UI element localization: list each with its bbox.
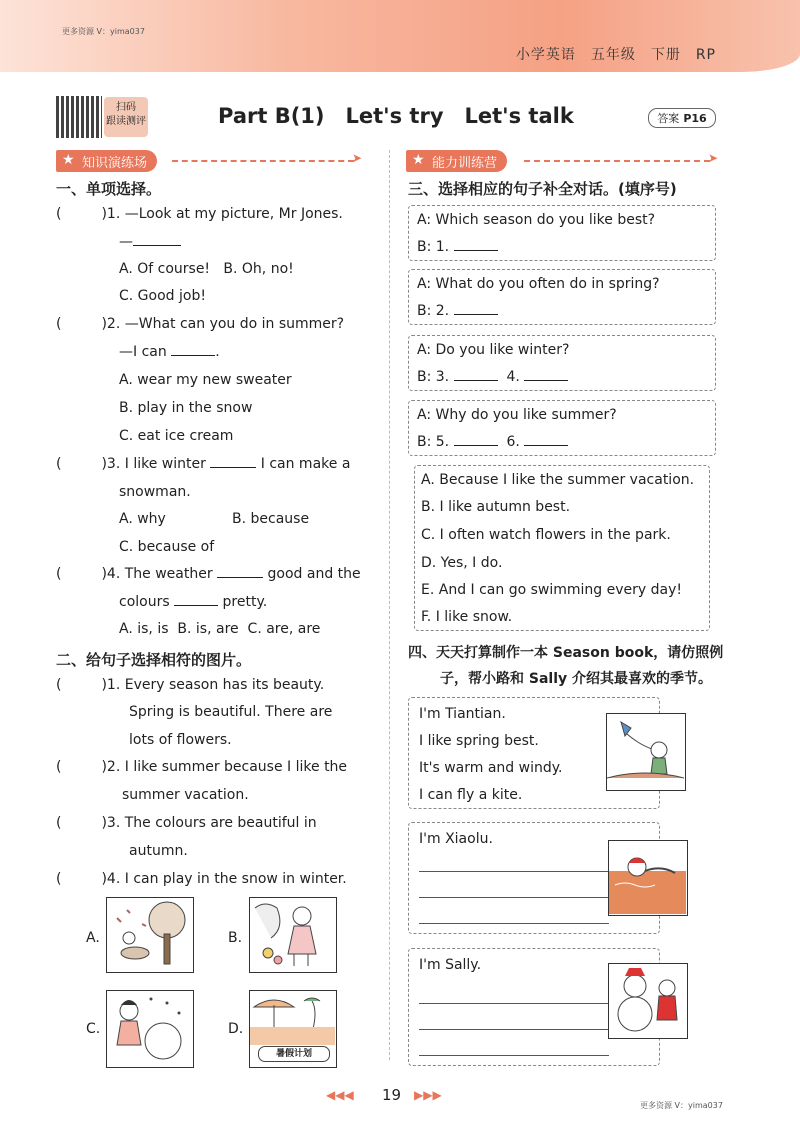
answer-number: B: 1. bbox=[417, 239, 450, 255]
example-line: I can fly a kite. bbox=[419, 787, 523, 803]
part4-title: 四、天天打算制作一本 Season book，请仿照例 bbox=[408, 645, 724, 661]
question-1-text: )1. —Look at my picture, Mr Jones. bbox=[101, 206, 343, 222]
option: C. because of bbox=[119, 539, 215, 555]
dialog-box-2 bbox=[408, 269, 716, 325]
option: B. play in the snow bbox=[119, 400, 253, 416]
answer-blank[interactable] bbox=[454, 314, 498, 315]
scan-label[interactable] bbox=[104, 97, 148, 137]
q1-reply bbox=[119, 234, 181, 250]
answer-blank[interactable] bbox=[210, 467, 256, 468]
next-arrows-icon: ▶▶▶ bbox=[414, 1088, 442, 1102]
option: B. is, are bbox=[177, 621, 239, 637]
sentence-text: )2. I like summer because I like the bbox=[101, 759, 348, 775]
swimmer-icon bbox=[609, 841, 686, 914]
answer-number: B: 5. bbox=[417, 434, 450, 450]
picture-d-caption: 暑假计划 bbox=[258, 1046, 330, 1062]
part1-title: 一、单项选择。 bbox=[56, 180, 162, 198]
dash: — bbox=[119, 234, 133, 250]
text: colours bbox=[119, 594, 170, 610]
option: A. is, is bbox=[119, 621, 169, 637]
picture-label-a: A. bbox=[86, 930, 100, 946]
choice-item: F. I like snow. bbox=[421, 609, 513, 625]
section-tag-right-label: 能力训练营 bbox=[432, 155, 498, 171]
part2-title: 二、给句子选择相符的图片。 bbox=[56, 651, 252, 669]
sentence-text: )3. The colours are beautiful in bbox=[101, 815, 317, 831]
answer-blank[interactable] bbox=[171, 355, 215, 356]
q4-options bbox=[119, 621, 320, 637]
picture-label-b: B. bbox=[228, 930, 243, 946]
picture-swimming bbox=[608, 840, 688, 916]
snowman-icon bbox=[609, 964, 686, 1037]
picture-kite bbox=[606, 713, 686, 791]
picture-snowman bbox=[608, 963, 688, 1039]
answer-blank[interactable] bbox=[524, 380, 568, 381]
q2-reply: —I can . bbox=[119, 344, 220, 360]
part3-title: 三、选择相应的句子补全对话。(填序号) bbox=[408, 180, 677, 198]
dialog-box-4 bbox=[408, 400, 716, 456]
dialog-question: A: Why do you like summer? bbox=[417, 407, 617, 423]
reply-text: —I can bbox=[119, 344, 167, 360]
option: C. eat ice cream bbox=[119, 428, 234, 444]
answer-page: P16 bbox=[683, 111, 707, 125]
dialog-answer bbox=[417, 434, 568, 450]
dialog-question: A: What do you often do in spring? bbox=[417, 276, 660, 292]
option: C. Good job! bbox=[119, 288, 206, 304]
dialog-question: A: Which season do you like best? bbox=[417, 212, 656, 228]
answer-paren[interactable]: ( bbox=[56, 815, 62, 831]
answer-blank[interactable] bbox=[524, 445, 568, 446]
question-3-tail: I can make a bbox=[260, 456, 351, 472]
answer-paren[interactable]: ( bbox=[56, 456, 62, 472]
card-heading: I'm Sally. bbox=[419, 957, 482, 973]
question-3-line2: snowman. bbox=[119, 484, 191, 500]
choices-box bbox=[414, 465, 710, 631]
answer-paren[interactable]: ( bbox=[56, 759, 62, 775]
part4-title-line2: 子，帮小路和 Sally 介绍其最喜欢的季节。 bbox=[440, 671, 713, 687]
prev-arrows-icon: ◀◀◀ bbox=[326, 1088, 354, 1102]
answer-blank[interactable] bbox=[133, 245, 181, 246]
section-tag-left bbox=[56, 150, 157, 172]
answer-blank[interactable] bbox=[454, 250, 498, 251]
write-line[interactable] bbox=[419, 923, 609, 924]
answer-label: 答案 bbox=[657, 112, 680, 125]
sentence-text: lots of flowers. bbox=[129, 732, 232, 748]
example-line: I'm Tiantian. bbox=[419, 706, 506, 722]
write-line[interactable] bbox=[419, 1055, 609, 1056]
question-4-text: )4. The weather bbox=[101, 566, 213, 582]
arrow-icon: ➤ bbox=[708, 151, 719, 165]
sentence-1 bbox=[56, 677, 324, 693]
answer-paren[interactable]: ( bbox=[56, 871, 62, 887]
write-line[interactable] bbox=[419, 1029, 609, 1030]
choice-item: D. Yes, I do. bbox=[421, 555, 503, 571]
option: B. Oh, no! bbox=[223, 261, 294, 277]
autumn-tree-icon bbox=[107, 898, 192, 971]
picture-autumn bbox=[106, 897, 194, 973]
choice-item: C. I often watch flowers in the park. bbox=[421, 527, 671, 543]
write-line[interactable] bbox=[419, 897, 609, 898]
question-4 bbox=[56, 566, 361, 582]
section-divider-left bbox=[172, 160, 354, 162]
watermark-left: 更多资源 V：yima037 bbox=[62, 27, 145, 36]
picture-label-d: D. bbox=[228, 1021, 244, 1037]
option: A. why bbox=[119, 511, 166, 527]
question-3 bbox=[56, 456, 350, 472]
example-line: I like spring best. bbox=[419, 733, 539, 749]
arrow-icon: ➤ bbox=[352, 151, 363, 165]
kite-boy-icon bbox=[607, 714, 684, 789]
option: C. are, are bbox=[247, 621, 321, 637]
sentence-text: summer vacation. bbox=[122, 787, 249, 803]
answer-number: 6. bbox=[506, 434, 520, 450]
answer-blank[interactable] bbox=[217, 577, 263, 578]
question-1 bbox=[56, 206, 343, 222]
page-title: Part B(1) Let's try Let's talk bbox=[218, 104, 574, 128]
watermark-right: 更多资源 V：yima037 bbox=[640, 1101, 723, 1110]
scan-label-line2: 跟读测评 bbox=[106, 116, 146, 127]
dialog-answer bbox=[417, 369, 568, 385]
question-2-text: )2. —What can you do in summer? bbox=[101, 316, 345, 332]
course-label: 小学英语 五年级 下册 RP bbox=[515, 47, 716, 63]
option: A. Of course! bbox=[119, 261, 211, 277]
answer-paren[interactable]: ( bbox=[56, 677, 62, 693]
card-heading: I'm Xiaolu. bbox=[419, 831, 493, 847]
answer-paren[interactable]: ( bbox=[56, 206, 62, 222]
option: A. wear my new sweater bbox=[119, 372, 292, 388]
dialog-answer bbox=[417, 239, 498, 255]
dialog-question: A: Do you like winter? bbox=[417, 342, 570, 358]
option: B. because bbox=[232, 511, 310, 527]
answer-blank[interactable] bbox=[454, 380, 498, 381]
page-number: 19 bbox=[382, 1086, 402, 1104]
section-tag-left-label: 知识演练场 bbox=[82, 155, 148, 171]
answer-badge[interactable] bbox=[648, 108, 716, 128]
answer-number: B: 2. bbox=[417, 303, 450, 319]
write-line[interactable] bbox=[419, 1003, 609, 1004]
picture-label-c: C. bbox=[86, 1021, 101, 1037]
question-4-tail: good and the bbox=[267, 566, 361, 582]
scan-label-line1: 扫码 bbox=[116, 102, 136, 113]
section-tag-right bbox=[406, 150, 507, 172]
sentence-text: autumn. bbox=[129, 843, 188, 859]
dialog-box-3 bbox=[408, 335, 716, 391]
sentence-3 bbox=[56, 815, 317, 831]
write-line[interactable] bbox=[419, 871, 609, 872]
question-2 bbox=[56, 316, 344, 332]
dialog-box-1 bbox=[408, 205, 716, 261]
column-divider bbox=[389, 150, 390, 1060]
answer-blank[interactable] bbox=[174, 605, 218, 606]
q4-line2 bbox=[119, 594, 267, 610]
example-line: It's warm and windy. bbox=[419, 760, 563, 776]
choice-item: A. Because I like the summer vacation. bbox=[421, 472, 695, 488]
section-divider-right bbox=[524, 160, 710, 162]
sentence-text: )1. Every season has its beauty. bbox=[101, 677, 325, 693]
answer-paren[interactable]: ( bbox=[56, 566, 62, 582]
choice-item: B. I like autumn best. bbox=[421, 499, 571, 515]
sentence-text: )4. I can play in the snow in winter. bbox=[101, 871, 347, 887]
snowball-girl-icon bbox=[107, 991, 192, 1066]
question-3-text: )3. I like winter bbox=[101, 456, 206, 472]
text: pretty. bbox=[222, 594, 268, 610]
answer-number: B: 3. bbox=[417, 369, 450, 385]
dialog-answer bbox=[417, 303, 498, 319]
answer-number: 4. bbox=[506, 369, 520, 385]
spring-girl-icon bbox=[250, 898, 335, 971]
answer-blank[interactable] bbox=[454, 445, 498, 446]
star-icon: ★ bbox=[62, 152, 75, 168]
picture-spring bbox=[249, 897, 337, 973]
choice-item: E. And I can go swimming every day! bbox=[421, 582, 682, 598]
sentence-4 bbox=[56, 871, 347, 887]
answer-paren[interactable]: ( bbox=[56, 316, 62, 332]
sentence-2 bbox=[56, 759, 347, 775]
sentence-text: Spring is beautiful. There are bbox=[129, 704, 333, 720]
star-icon: ★ bbox=[412, 152, 425, 168]
picture-winter bbox=[106, 990, 194, 1068]
qr-code-icon[interactable] bbox=[56, 96, 102, 138]
q1-options-ab bbox=[119, 261, 294, 277]
